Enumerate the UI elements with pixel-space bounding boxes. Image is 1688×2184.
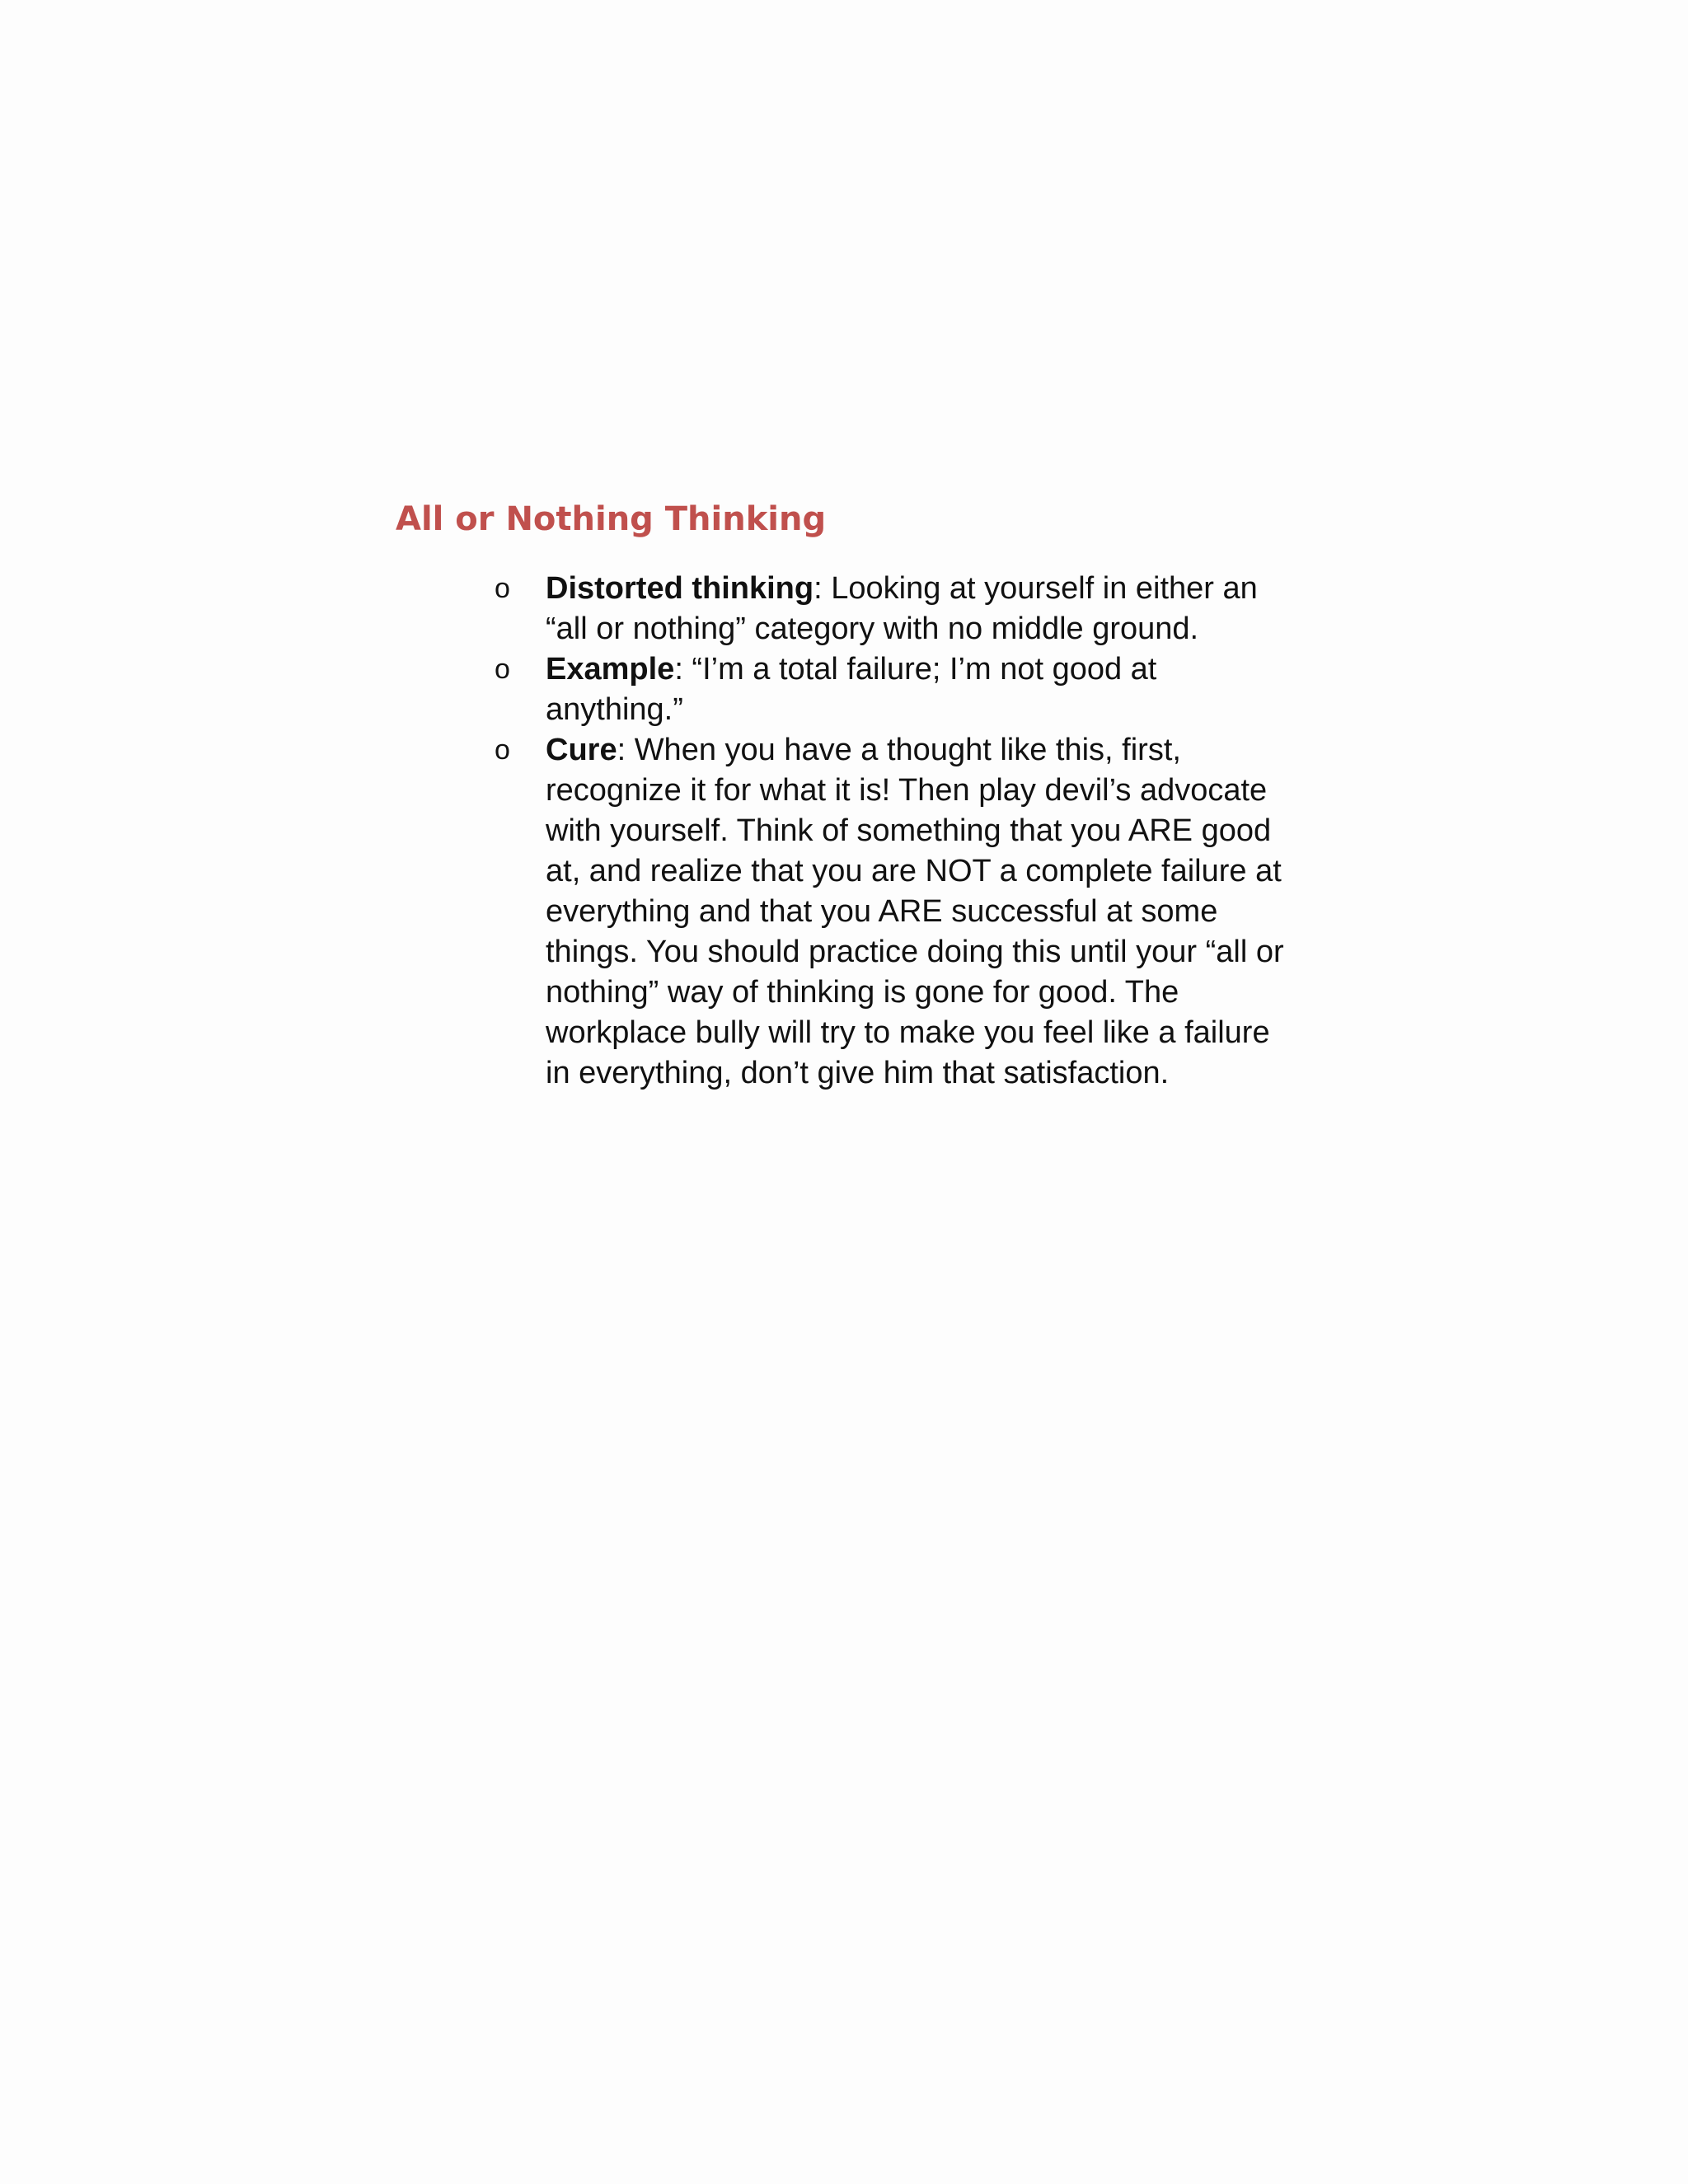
item-term: Distorted thinking [546,571,814,606]
hollow-circle-bullet-icon: o [495,573,510,604]
list-item [495,569,1302,649]
item-text: : “I’m a total failure; I’m not good at anything.” [546,652,1157,727]
item-term: Cure [546,733,617,767]
bullet-list [495,569,1302,1094]
item-term: Example [546,652,675,687]
hollow-circle-bullet-icon: o [495,654,510,685]
list-item [495,730,1302,1094]
section-heading: All or Nothing Thinking [396,500,827,538]
item-text: : When you have a thought like this, first, recognize it for what it is! Then play devil’s advocate with yourself. Think of something that you ARE good at, and realize that you are NOT a complete failure at everything and that you ARE successful at some things. You should practice doing this until your “all or nothing” way of thinking is gone for good. The workplace bully will try to make you feel like a failure in everything, don’t give him that satisfaction. [546,733,1284,1090]
list-item [495,649,1302,730]
hollow-circle-bullet-icon: o [495,734,510,766]
item-text: : Looking at yourself in either an “all or nothing” category with no middle ground. [546,571,1258,646]
